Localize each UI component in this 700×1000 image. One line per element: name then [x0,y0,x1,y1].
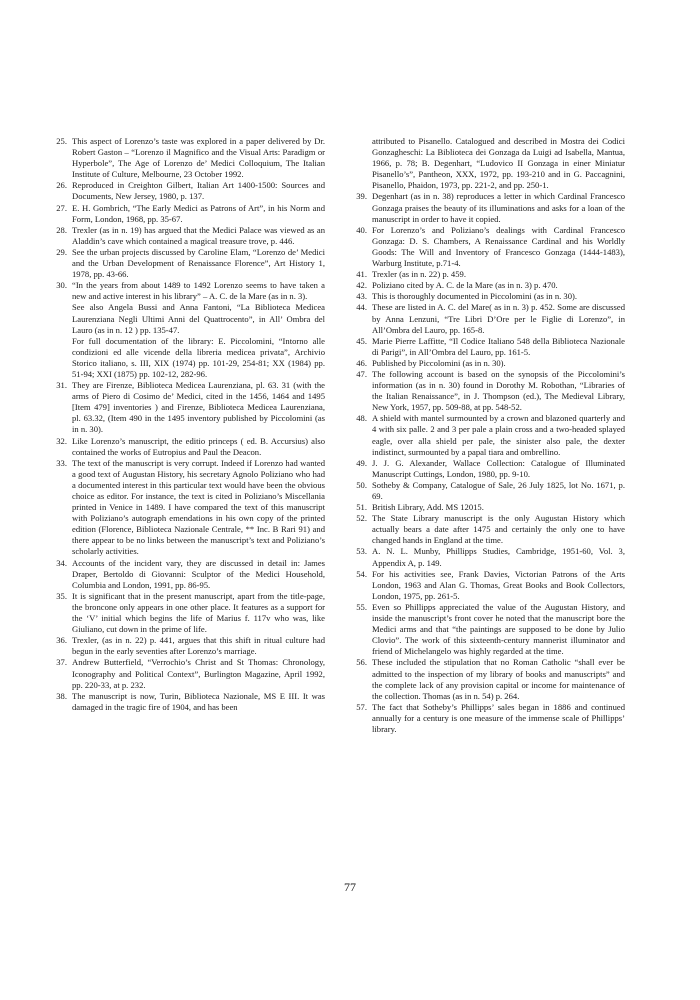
footnote-number: 35. [56,590,67,601]
footnote [351,502,625,513]
footnote-number: 42. [356,280,367,291]
footnote-number: 57. [356,701,367,712]
footnote-text [372,358,625,369]
footnote-number: 36. [56,635,67,646]
footnote-paragraph: The manuscript is now, Turin, Biblioteca Nazionale, MS E III. It was damaged in the tragic fire of 1904, and has been [72,690,325,712]
footnote-text [372,657,625,701]
footnote-paragraph: Sotheby & Company, Catalogue of Sale, 26 July 1825, lot No. 1671, p. 69. [372,479,625,501]
footnote-text [72,657,325,690]
footnote-number: 44. [356,302,367,313]
footnote-text [372,291,625,302]
footnote-text [372,513,625,546]
footnote-number: 56. [356,657,367,668]
footnote-number: 50. [356,479,367,490]
footnote-paragraph: Like Lorenzo’s manuscript, the editio princeps ( ed. B. Accursius) also contained the works of Eutropius and Paul the Deacon. [72,435,325,457]
footnote-text [72,635,325,657]
footnote-text [372,569,625,602]
footnote-number: 52. [356,513,367,524]
footnote [351,702,625,735]
footnote [51,591,325,635]
footnote [351,369,625,413]
footnote-paragraph: A. N. L. Munby, Phillipps Studies, Cambridge, 1951-60, Vol. 3, Appendix A, p. 149. [372,546,625,568]
footnote-paragraph: This aspect of Lorenzo’s taste was explored in a paper delivered by Dr. Robert Gaston – “Lorenzo il Magnifico and the Visual Arts: Paradigm or Hyperbole”, The Age of Lorenzo de’ Medici Colloquium, The Italian Institute of Culture, Melbourne, 23 October 1992. [72,136,325,180]
footnote [351,280,625,291]
footnote [351,513,625,546]
footnote-paragraph: Degenhart (as in n. 38) reproduces a letter in which Cardinal Francesco Gonzaga praises the beauty of its illuminations and asks for a loan of the manuscript in order to have it copied. [372,191,625,224]
footnote-paragraph: E. H. Gombrich, “The Early Medici as Patrons of Art”, in his Norm and Form, London, 1968, pp. 35-67. [72,202,325,224]
footnote-text [372,546,625,568]
footnote-paragraph: British Library, Add. MS 12015. [372,502,484,513]
footnote-number: 41. [356,269,367,280]
footnote [51,203,325,225]
footnote-paragraph: The following account is based on the synopsis of the Piccolomini’s information (as in n. 30) found in Dorothy M. Robothan, “Libraries of the Italian Renaissance”, in J. Thompson (ed.), The Medieval Library, New York, 1957, pp. 509-88, at pp. 548-52. [372,368,625,413]
footnote-text [372,302,625,335]
footnote-paragraph: See also Angela Bussi and Anna Fantoni, “La Biblioteca Medicea Laurenziana Negli Ultimi Anni del Quattrocento”, in All’ Ombra del Lauro (as in n. 12 ) pp. 135-47. [72,302,325,335]
footnote-text [372,502,625,513]
footnote [51,247,325,280]
footnote-number: 30. [56,280,67,291]
footnote-paragraph: For Lorenzo’s and Poliziano’s dealings with Cardinal Francesco Gonzaga: D. S. Chambers, A Renaissance Cardinal and his Worldly Goods: The Will and Inventory of Francesco Gonzaga (1444-1483), Warburg Institute, p.71-4. [372,224,625,269]
footnote-paragraph: The State Library manuscript is the only Augustan History which actually bears a date after 1475 and certainly the only one to have changed hands in England at the time. [372,513,625,546]
page-number: 77 [344,880,356,894]
footnote [351,458,625,480]
footnote [351,657,625,701]
footnote-text [72,558,325,591]
footnote-text [372,413,625,457]
footnote-text [72,247,325,280]
footnote-text [372,280,625,291]
footnote-number: 25. [56,136,67,146]
footnote-text [372,136,625,191]
footnote-paragraph: The fact that Sotheby’s Phillipps’ sales began in 1886 and continued annually for a century is one measure of the immense scale of Phillipps’ library. [372,701,625,734]
footnote-number: 37. [56,657,67,668]
footnote [351,480,625,502]
footnote [51,635,325,657]
footnote [351,569,625,602]
footnote-text [372,480,625,502]
footnote-number: 33. [56,457,67,468]
footnote-text [72,591,325,635]
footnote [351,291,625,302]
footnote [351,413,625,457]
footnote-paragraph: For his activities see, Frank Davies, Victorian Patrons of the Arts London, 1963 and Alan G. Thomas, Great Books and Book Collectors, London, 1975, pp. 261-5. [372,568,625,601]
footnote-number: 38. [56,690,67,701]
footnote-paragraph: Trexler (as in n. 19) has argued that the Medici Palace was viewed as an Aladdin’s cave which contained a magical treasure trove, p. 446. [72,224,325,246]
footnote-paragraph: J. J. G. Alexander, Wallace Collection: Catalogue of Illuminated Manuscript Cuttings, London, 1980, pp. 9-10. [372,457,625,479]
footnote-number: 29. [56,246,67,257]
footnote-paragraph: The text of the manuscript is very corrupt. Indeed if Lorenzo had wanted a good text of Augustan History, his secretary Agnolo Poliziano who had a documented interest in this particular text would have been the obvious choice as editor. For instance, the text is cited in Poliziano’s Miscellania printed in Venice in 1489. I have compared the text of this manuscript with Poliziano’s autograph emendations in his own copy of the printed edition (Florence, Biblioteca Nazionale Centrale, ** Inc. B Rari 91) and there appear to be no links between the manuscript’s text and Poliziano’s scholarly activities. [72,457,325,557]
footnote [51,380,325,435]
footnote-number: 53. [356,546,367,557]
footnote-text [372,602,625,657]
footnote-text [72,136,325,180]
footnote-paragraph: These are listed in A. C. del Mare( as in n. 3) p. 452. Some are discussed by Anna Lenzuni, “Tre Libri D’Ore per le Figlie di Lorenzo”, in All’Ombra del Lauro, pp. 165-8. [372,302,625,335]
footnote-paragraph: Poliziano cited by A. C. de la Mare (as in n. 3) p. 470. [372,280,558,291]
footnote [51,280,325,380]
footnote-number: 40. [356,224,367,235]
footnote-paragraph: For full documentation of the library: E. Piccolomini, “Intorno alle condizioni ed alle vicende della libreria medicea privata”, Archivio Storico italiano, s. III, XIX (1974) pp. 101-29, 254-81; XX (1984) pp. 51-94; XXI (1875) pp. 102-12, 282-96. [72,335,325,379]
footnote-text [72,280,325,380]
footnote-paragraph: They are Firenze, Biblioteca Medicea Laurenziana, pl. 63. 31 (with the arms of Piero di Cosimo de’ Medici, cited in the 1456, 1464 and 1495 [Item 479] inventories ) and Firenze, Biblioteca Medicea Laurenziana, pl. 63.32, (Item 490 in the 1495 inventory published by Piccolomini (as in n. 30). [72,380,325,435]
footnote-number: 28. [56,224,67,235]
footnote-paragraph: Trexler (as in n. 22) p. 459. [372,269,466,280]
footnote-text [372,225,625,269]
footnote-number: 46. [356,357,367,368]
footnote-number: 31. [56,380,67,391]
left-column [51,136,325,713]
footnote [51,558,325,591]
footnote-number: 48. [356,413,367,424]
footnote [351,136,625,191]
footnote-number: 32. [56,435,67,446]
footnote-number: 49. [356,457,367,468]
footnote-text [72,436,325,458]
footnote-text [372,458,625,480]
footnote-text [372,702,625,735]
footnote-paragraph: Reproduced in Creighton Gilbert, Italian Art 1400-1500: Sources and Documents, New Jersey, 1980, p. 137. [72,180,325,202]
footnote-text [72,691,325,713]
footnote [351,358,625,369]
footnote [351,225,625,269]
footnote [351,269,625,280]
footnote-text [372,191,625,224]
footnote-text [372,269,625,280]
footnote-number: 54. [356,568,367,579]
footnote-paragraph: Published by Piccolomini (as in n. 30). [372,357,506,368]
footnote-text [72,458,325,558]
footnote-text [72,380,325,435]
footnote-paragraph: Andrew Butterfield, “Verrochio’s Christ and St Thomas: Chronology, Iconography and Political Context”, Burlington Magazine, April 1992, pp. 220-33, at p. 232. [72,657,325,690]
footnote [351,546,625,568]
footnote-number: 26. [56,180,67,191]
footnote [51,657,325,690]
footnote-paragraph: These included the stipulation that no Roman Catholic “shall ever be admitted to the inspection of my library of books and manuscripts” and the complete lack of any provision capital or income for maintenance of the collection. Thomas (as in n. 54) p. 264. [372,657,625,701]
footnote [351,191,625,224]
footnote [351,302,625,335]
footnote [51,436,325,458]
footnote [351,602,625,657]
footnote-paragraph: See the urban projects discussed by Caroline Elam, “Lorenzo de’ Medici and the Urban Development of Renaissance Florence”, Art History 1, 1978, pp. 43-66. [72,246,325,280]
footnote-paragraph: This is thoroughly documented in Piccolomini (as in n. 30). [372,291,578,302]
footnote-number: 47. [356,368,367,379]
footnote-paragraph: Even so Phillipps appreciated the value of the Augustan History, and inside the manuscript’s front cover he noted that the manuscript bore the Medici arms and that “the paintings are supposed to be done by Julio Clovio”. The work of this sixteenth-century mannerist illuminator and friend of Michelangelo was highly regarded at the time. [372,601,625,657]
footnote [51,691,325,713]
right-column [351,136,625,735]
footnote-text [72,225,325,247]
footnote-text [372,336,625,358]
footnote-number: 27. [56,202,67,213]
footnote-number: 45. [356,335,367,346]
footnote [51,136,325,180]
footnote-number: 39. [356,191,367,202]
footnote [51,180,325,202]
footnote-text [72,180,325,202]
footnote-text [372,369,625,413]
footnote-number: 34. [56,557,67,568]
footnote-paragraph: Accounts of the incident vary, they are discussed in detail in: James Draper, Bertoldo di Giovanni: Sculptor of the Medici Household, Columbia and London, 1991, pp. 86-95. [72,557,325,590]
footnote [351,336,625,358]
footnote-paragraph: “In the years from about 1489 to 1492 Lorenzo seems to have taken a new and active interest in his library” – A. C. de la Mare (as in n. 3). [72,280,325,302]
footnote [51,458,325,558]
footnote [51,225,325,247]
footnote-number: 55. [356,601,367,612]
footnote-paragraph: Trexler, (as in n. 22) p. 441, argues that this shift in ritual culture had begun in the early seventies after Lorenzo’s marriage. [72,635,325,657]
footnote-number: 51. [356,502,367,513]
footnote-paragraph: attributed to Pisanello. Catalogued and described in Mostra dei Codici Gonzagheschi: La Biblioteca dei Gonzaga da Luigi ad Isabella, Mantua, 1966, p. 78; B. Degenhart, “Ludovico II Gonzaga in einer Miniatur Pisanello’s”, Pantheon, XXX, 1972, pp. 193-210 and in G. Paccagnini, Pisanello, Phaidon, 1973, pp. 221-2, and pp. 250-1. [372,136,625,191]
footnote-paragraph: It is significant that in the present manuscript, apart from the title-page, the broncone only appears in one other place. It features as a support for the ‘V’ initial which begins the life of Marius f. 117v who was, like Giuliano, cut down in the prime of life. [72,590,325,635]
footnote-paragraph: A shield with mantel surmounted by a crown and blazoned quarterly and 4 with six palle. 2 and 3 per pale a plain cross and a two-headed splayed eagle, over alla shield per pale, the sinister also pale, the dexter indistinct, surmounted by a papal tiara and ombrellino. [372,413,625,457]
footnote-number: 43. [356,291,367,302]
footnote-text [72,203,325,225]
footnote-paragraph: Marie Pierre Laffitte, “Il Codice Italiano 548 della Biblioteca Nazionale di Parigi”, in All’Ombra del Lauro, pp. 161-5. [372,335,625,357]
